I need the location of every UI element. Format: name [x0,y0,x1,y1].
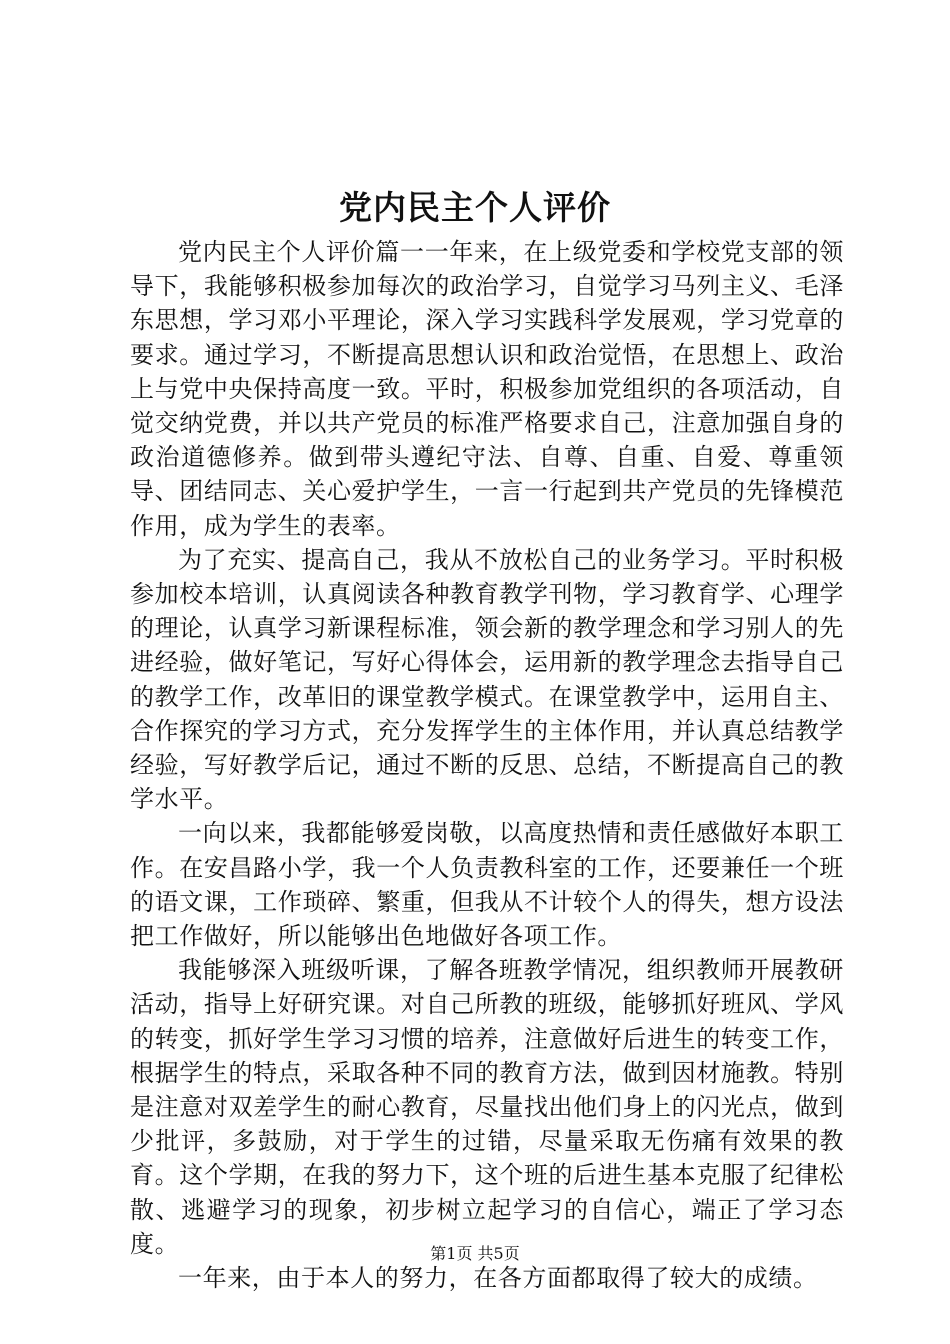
paragraph-2: 为了充实、提高自己，我从不放松自己的业务学习。平时积极参加校本培训，认真阅读各种教育教学刊物，学习教育学、心理学的理论，认真学习新课程标准，领会新的教学理念和学习别人的先进经验，做好笔记，写好心得体会，运用新的教学理念去指导自己的教学工作，改革旧的课堂教学模式。在课堂教学中，运用自主、合作探究的学习方式，充分发挥学生的主体作用，并认真总结教学经验，写好教学后记，通过不断的反思、总结，不断提高自己的教学水平。 [130,545,844,814]
page-number-footer: 第1页 共5页 [430,1244,520,1263]
paragraph-5: 一年来，由于本人的努力，在各方面都取得了较大的成绩。 [178,1264,818,1293]
paragraph-3: 一向以来，我都能够爱岗敬，以高度热情和责任感做好本职工作。在安昌路小学，我一个人负责教科室的工作，还要兼任一个班的语文课，工作琐碎、繁重，但我从不计较个人的得失，想方设法把工作做好，所以能够出色地做好各项工作。 [130,819,844,951]
paragraph-1: 党内民主个人评价篇一一年来，在上级党委和学校党支部的领导下，我能够积极参加每次的政治学习，自觉学习马列主义、毛泽东思想，学习邓小平理论，深入学习实践科学发展观，学习党章的要求。通过学习，不断提高思想认识和政治觉悟，在思想上、政治上与党中央保持高度一致。平时，积极参加党组织的各项活动，自觉交纳党费，并以共产党员的标准严格要求自己，注意加强自身的政治道德修养。做到带头遵纪守法、自尊、自重、自爱、尊重领导、团结同志、关心爱护学生，一言一行起到共产党员的先锋模范作用，成为学生的表率。 [130,238,844,540]
paragraph-4: 我能够深入班级听课，了解各班教学情况，组织教师开展教研活动，指导上好研究课。对自己所教的班级，能够抓好班风、学风的转变，抓好学生学习习惯的培养，注意做好后进生的转变工作，根据学生的特点，采取各种不同的教育方法，做到因材施教。特别是注意对双差学生的耐心教育，尽量找出他们身上的闪光点，做到少批评，多鼓励，对于学生的过错，尽量采取无伤痛有效果的教育。这个学期，在我的努力下，这个班的后进生基本克服了纪律松散、逃避学习的现象，初步树立起学习的自信心，端正了学习态度。 [130,956,844,1258]
document-title: 党内民主个人评价 [339,188,611,227]
document-body [130,235,844,1295]
